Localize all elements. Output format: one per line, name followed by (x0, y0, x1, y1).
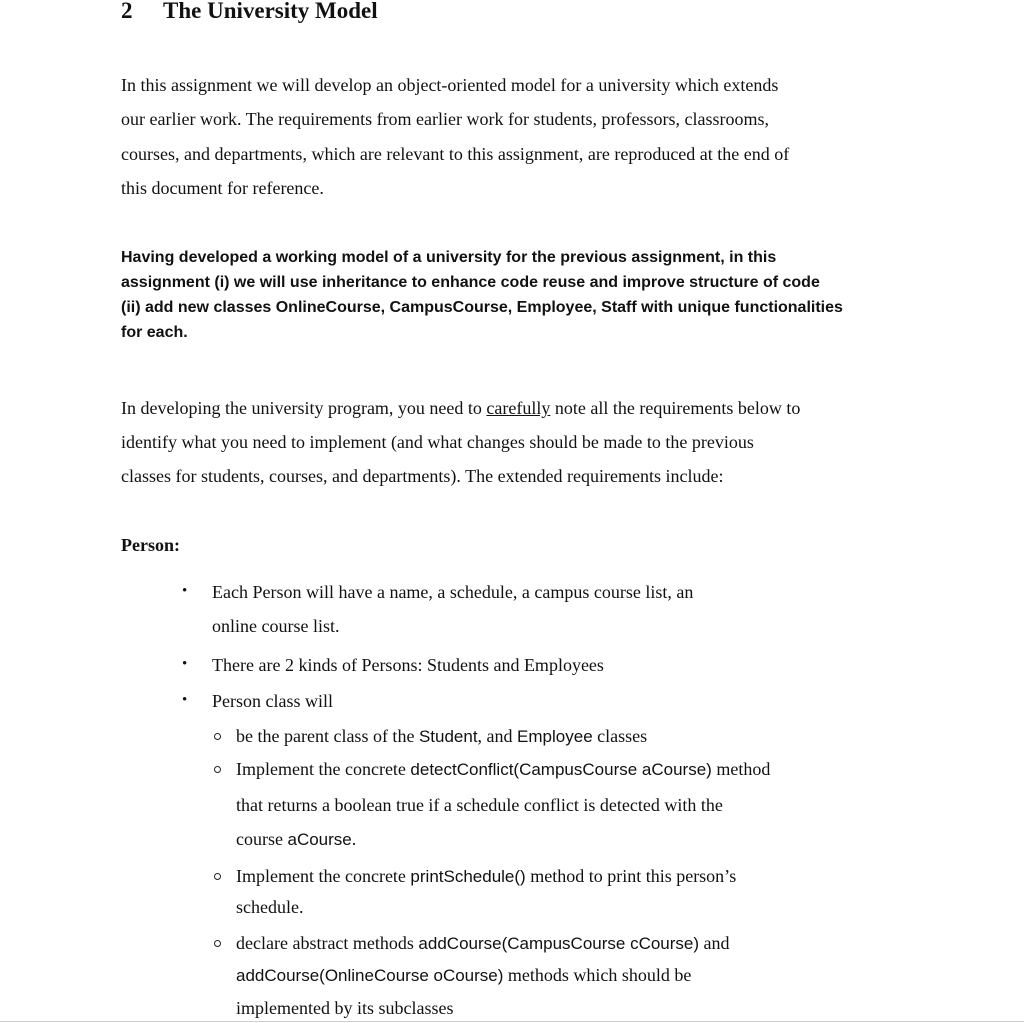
developing-line-3: classes for students, courses, and departments). The extended requirements include: (121, 466, 724, 486)
highlight-line-3: (ii) add new classes OnlineCourse, CampusCourse, Employee, Staff with unique functionalities (121, 299, 843, 316)
sub-item-1: be the parent class of the Student, and Employee classes (236, 726, 648, 746)
sub-item-2-line-3: course aCourse. (236, 829, 357, 849)
intro-line-4: this document for reference. (121, 178, 324, 198)
bullet-icon: • (182, 692, 188, 708)
code-add-course-online: addCourse(OnlineCourse oCourse) (236, 966, 504, 985)
bullet-icon: • (182, 656, 188, 672)
code-student: Student (418, 727, 478, 746)
person-bullet-3: Person class will (212, 691, 333, 711)
sub-item-4-line-3: implemented by its subclasses (236, 998, 454, 1018)
intro-line-1: In this assignment we will develop an object-oriented model for a university which extends (121, 75, 779, 95)
highlight-line-1: Having developed a working model of a university for the previous assignment, in this (121, 249, 777, 266)
highlight-line-4: for each. (121, 324, 188, 341)
sub-item-4-line-1: declare abstract methods addCourse(CampusCourse cCourse) and (236, 933, 730, 953)
sub-item-2-line-1: Implement the concrete detectConflict(CampusCourse aCourse) method (236, 759, 771, 779)
circle-bullet-icon (214, 733, 221, 740)
intro-line-2: our earlier work. The requirements from earlier work for students, professors, classrooms, (121, 109, 769, 129)
code-acourse: aCourse (287, 830, 352, 849)
circle-bullet-icon (214, 766, 221, 773)
page-bottom-divider (0, 1021, 1024, 1022)
sub-item-3-line-2: schedule. (236, 897, 304, 917)
person-bullet-1-line-2: online course list. (212, 616, 340, 636)
person-bullet-1-line-1: Each Person will have a name, a schedule, a campus course list, an (212, 582, 694, 602)
person-bullet-2: There are 2 kinds of Persons: Students and Employees (212, 655, 604, 675)
code-employee: Employee (517, 727, 593, 746)
sub-item-3-line-1: Implement the concrete printSchedule() method to print this person’s (236, 866, 737, 886)
code-add-course-campus: addCourse(CampusCourse cCourse) (418, 934, 700, 953)
bullet-icon: • (182, 583, 188, 599)
sub-item-4-line-2: addCourse(OnlineCourse oCourse) methods which should be (236, 965, 692, 985)
intro-line-3: courses, and departments, which are relevant to this assignment, are reproduced at the end of (121, 144, 790, 164)
code-detect-conflict: detectConflict(CampusCourse aCourse) (410, 760, 712, 779)
person-heading: Person: (121, 535, 180, 555)
developing-line-2: identify what you need to implement (and what changes should be made to the previous (121, 432, 754, 452)
circle-bullet-icon (214, 873, 221, 880)
section-title: The University Model (163, 0, 378, 23)
sub-item-2-line-2: that returns a boolean true if a schedule conflict is detected with the (236, 795, 723, 815)
highlight-line-2: assignment (i) we will use inheritance to enhance code reuse and improve structure of code (121, 274, 820, 291)
emphasis-carefully: carefully (486, 398, 551, 418)
section-number: 2 (121, 0, 133, 23)
code-print-schedule: printSchedule() (410, 867, 526, 886)
developing-line-1: In developing the university program, you need to carefully note all the requirements below to (121, 398, 801, 418)
circle-bullet-icon (214, 940, 221, 947)
